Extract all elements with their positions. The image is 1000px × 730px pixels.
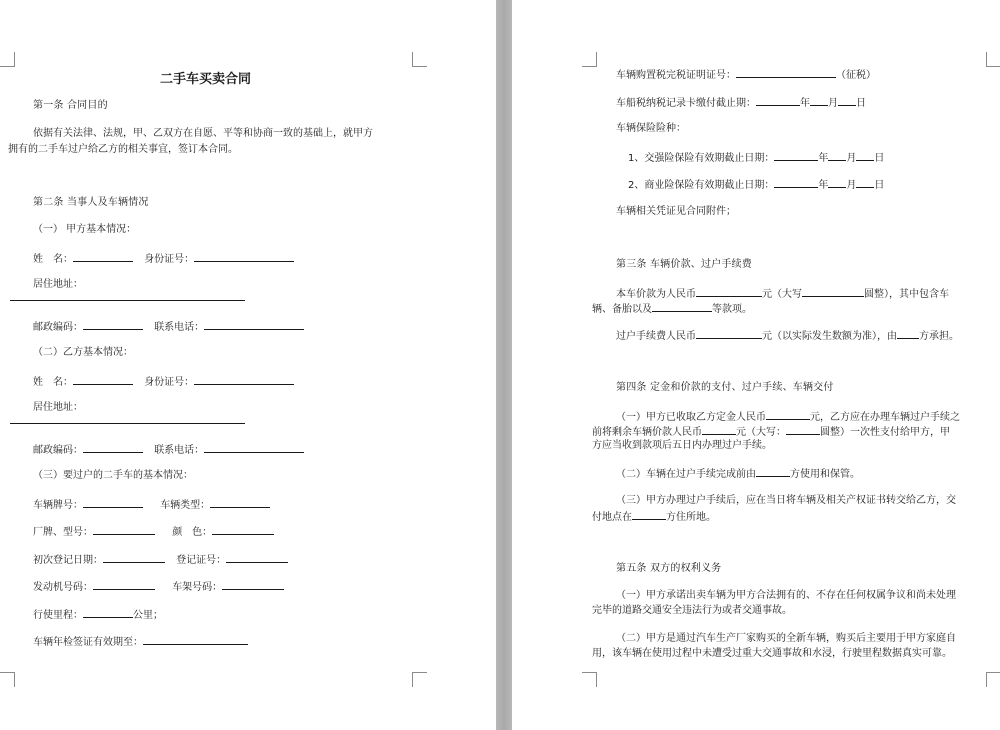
- fee-blank[interactable]: [696, 328, 762, 339]
- id-blank[interactable]: [194, 251, 294, 262]
- vehicle-info-heading: （三）要过户的二手车的基本情况：: [33, 470, 193, 481]
- para-text: 元（大写：: [736, 427, 786, 438]
- year-label: 年: [818, 153, 829, 164]
- plate-blank[interactable]: [83, 497, 143, 508]
- section-5-para-2-line2: 用，该车辆在使用过程中未遭受过重大交通事故和水浸，行驶里程数据真实可靠。: [592, 648, 952, 659]
- year-blank[interactable]: [774, 177, 818, 188]
- phone-blank[interactable]: [204, 319, 304, 330]
- vehicle-brand-row: [33, 524, 274, 539]
- purchase-tax-row: [616, 67, 876, 82]
- page-corner-mark: [582, 672, 597, 687]
- deposit-blank[interactable]: [766, 409, 810, 420]
- vehicle-mileage-row: [33, 607, 163, 622]
- page-corner-mark: [412, 52, 427, 67]
- purchase-tax-label: 车辆购置税完税证明证号：: [616, 70, 736, 81]
- day-label: 日: [874, 153, 885, 164]
- reg-no-blank[interactable]: [226, 552, 288, 563]
- party-a-heading: （一） 甲方基本情况：: [33, 224, 137, 235]
- insurance-heading: 车辆保险险种：: [616, 123, 686, 134]
- section-4-heading: 第四条 定金和价款的支付、过户手续、车辆交付: [616, 382, 834, 393]
- vessel-tax-label: 车船税纳税记录卡缴付截止期：: [616, 98, 756, 109]
- first-reg-blank[interactable]: [103, 552, 165, 563]
- id-label: 身份证号：: [144, 254, 195, 265]
- section-1-para-line1: 依据有关法律、法规，甲、乙双方在自愿、平等和协商一致的基础上，就甲方: [33, 128, 373, 139]
- party-b-name-row: [33, 374, 294, 389]
- name-label: 姓 名：: [33, 377, 73, 388]
- para-text: 元，乙方应在办理车辆过户手续之: [810, 412, 960, 423]
- remaining-uppercase-blank[interactable]: [786, 424, 820, 435]
- contract-title: 二手车买卖合同: [160, 72, 252, 87]
- party-b-address-blank[interactable]: [10, 423, 245, 424]
- fee-party-blank[interactable]: [897, 328, 919, 339]
- color-label: 颜 色：: [172, 527, 213, 538]
- frame-label: 车架号码：: [172, 582, 223, 593]
- postcode-blank[interactable]: [83, 442, 143, 453]
- para-text: 方住所地。: [666, 512, 716, 523]
- year-blank[interactable]: [774, 150, 818, 161]
- page-corner-mark: [0, 672, 15, 687]
- day-blank[interactable]: [838, 95, 856, 106]
- section-3-heading: 第三条 车辆价款、过户手续费: [616, 259, 752, 270]
- postcode-label: 邮政编码：: [33, 445, 83, 456]
- brand-label: 厂牌、型号：: [33, 527, 93, 538]
- mileage-blank[interactable]: [83, 607, 133, 618]
- price-line2: [592, 301, 752, 316]
- section-4-para-1-line3: 方应当收到款项后五日内办理过户手续。: [592, 440, 772, 451]
- page-corner-mark: [412, 672, 427, 687]
- price-text: 等款项。: [712, 304, 752, 315]
- price-blank[interactable]: [696, 286, 762, 297]
- section-1-para-line2: 拥有的二手车过户给乙方的相关事宜，签订本合同。: [8, 144, 238, 155]
- party-a-address-blank[interactable]: [10, 300, 245, 301]
- party-b-address-label: 居住地址：: [33, 402, 83, 413]
- document-page-right: [512, 0, 1000, 730]
- postcode-blank[interactable]: [83, 319, 143, 330]
- price-label: 本车价款为人民币: [616, 289, 696, 300]
- insurance-1-row: [628, 150, 884, 165]
- month-blank[interactable]: [810, 95, 828, 106]
- section-4-para-3-line1: （三）甲方办理过户手续后，应在当日将车辆及相关产权证书转交给乙方，交: [616, 495, 956, 506]
- para-text: 圆整）一次性支付给甲方，甲: [820, 427, 950, 438]
- fee-label: 过户手续费人民币: [616, 331, 696, 342]
- vehicle-inspection-row: [33, 634, 248, 649]
- mileage-label: 行使里程：: [33, 610, 83, 621]
- price-text: 圆整），其中包含车: [864, 289, 949, 300]
- page-gutter: [496, 0, 512, 730]
- price-line1: [616, 286, 949, 301]
- inspection-label: 车辆年检签证有效期至：: [33, 637, 143, 648]
- remaining-blank[interactable]: [702, 424, 736, 435]
- day-blank[interactable]: [856, 150, 874, 161]
- fee-line: [616, 328, 959, 343]
- price-uppercase-blank[interactable]: [802, 286, 864, 297]
- section-1-heading: 第一条 合同目的: [33, 100, 108, 111]
- name-blank[interactable]: [73, 374, 133, 385]
- document-page-left: [0, 0, 496, 730]
- custody-party-blank[interactable]: [756, 466, 790, 477]
- month-label: 月: [846, 180, 857, 191]
- reg-no-label: 登记证号：: [176, 555, 227, 566]
- items-blank[interactable]: [652, 301, 712, 312]
- vehicle-plate-row: [33, 497, 270, 512]
- first-reg-label: 初次登记日期：: [33, 555, 103, 566]
- purchase-tax-blank[interactable]: [736, 67, 836, 78]
- postcode-label: 邮政编码：: [33, 322, 83, 333]
- party-a-name-row: [33, 251, 294, 266]
- name-blank[interactable]: [73, 251, 133, 262]
- engine-blank[interactable]: [93, 579, 155, 590]
- phone-label: 联系电话：: [154, 445, 205, 456]
- tax-note: （征税）: [836, 70, 876, 81]
- section-4-para-2: [616, 466, 860, 481]
- party-b-contact-row: [33, 442, 304, 457]
- vehicle-docs-note: 车辆相关凭证见合同附件；: [616, 206, 736, 217]
- inspection-blank[interactable]: [143, 634, 248, 645]
- name-label: 姓 名：: [33, 254, 73, 265]
- section-4-para-1-line2: [592, 424, 950, 439]
- phone-blank[interactable]: [204, 442, 304, 453]
- month-blank[interactable]: [828, 177, 846, 188]
- page-corner-mark: [582, 52, 597, 67]
- type-blank[interactable]: [210, 497, 270, 508]
- section-5-para-2-line1: （二）甲方是通过汽车生产厂家购买的全新车辆，购买后主要用于甲方家庭自: [616, 633, 956, 644]
- vehicle-engine-row: [33, 579, 284, 594]
- type-label: 车辆类型：: [160, 500, 211, 511]
- month-blank[interactable]: [828, 150, 846, 161]
- vessel-tax-row: [616, 95, 866, 110]
- price-uppercase-label: 元（大写: [762, 289, 802, 300]
- page-corner-mark: [986, 52, 1000, 67]
- para-text: 付地点在: [592, 512, 632, 523]
- mileage-unit: 公里；: [133, 610, 163, 621]
- page-corner-mark: [986, 672, 1000, 687]
- color-blank[interactable]: [212, 524, 274, 535]
- id-label: 身份证号：: [144, 377, 195, 388]
- day-label: 日: [874, 180, 885, 191]
- page-corner-mark: [0, 52, 15, 67]
- brand-blank[interactable]: [93, 524, 155, 535]
- fee-text: 元（以实际发生数额为准），由: [762, 331, 897, 342]
- vehicle-registration-row: [33, 552, 288, 567]
- phone-label: 联系电话：: [154, 322, 205, 333]
- insurance-1-label: 1、交强险保险有效期截止日期：: [628, 153, 775, 164]
- fee-text: 方承担。: [919, 331, 959, 342]
- engine-label: 发动机号码：: [33, 582, 93, 593]
- section-5-para-1-line2: 完毕的道路交通安全违法行为或者交通事故。: [592, 605, 792, 616]
- month-label: 月: [846, 153, 857, 164]
- para-text: 方使用和保管。: [790, 469, 860, 480]
- section-5-para-1-line1: （一）甲方承诺出卖车辆为甲方合法拥有的、不存在任何权属争议和尚未处理: [616, 590, 956, 601]
- year-blank[interactable]: [756, 95, 800, 106]
- day-blank[interactable]: [856, 177, 874, 188]
- delivery-party-blank[interactable]: [632, 509, 666, 520]
- para-text: （二）车辆在过户手续完成前由: [616, 469, 756, 480]
- section-5-heading: 第五条 双方的权利义务: [616, 563, 722, 574]
- month-label: 月: [828, 98, 838, 109]
- day-label: 日: [856, 98, 866, 109]
- year-label: 年: [800, 98, 810, 109]
- insurance-2-row: [628, 177, 884, 192]
- section-4-para-3-line2: [592, 509, 716, 524]
- year-label: 年: [818, 180, 829, 191]
- party-a-contact-row: [33, 319, 304, 334]
- party-b-heading: （二）乙方基本情况：: [33, 347, 133, 358]
- party-a-address-label: 居住地址：: [33, 279, 83, 290]
- para-text: （一）甲方已收取乙方定金人民币: [616, 412, 766, 423]
- insurance-2-label: 2、商业险保险有效期截止日期：: [628, 180, 775, 191]
- frame-blank[interactable]: [222, 579, 284, 590]
- para-text: 前将剩余车辆价款人民币: [592, 427, 702, 438]
- price-text: 辆、备胎以及: [592, 304, 652, 315]
- plate-label: 车辆牌号：: [33, 500, 83, 511]
- section-2-heading: 第二条 当事人及车辆情况: [33, 197, 149, 208]
- section-4-para-1-line1: [616, 409, 960, 424]
- id-blank[interactable]: [194, 374, 294, 385]
